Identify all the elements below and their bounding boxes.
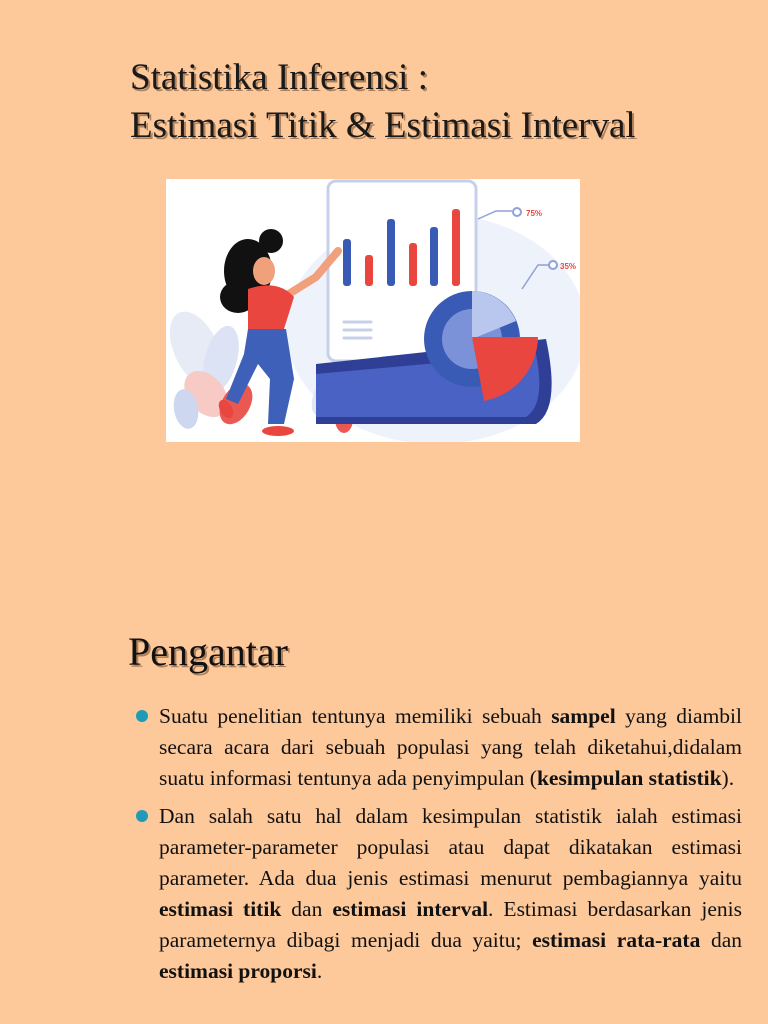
bar (343, 239, 351, 286)
bar (452, 209, 460, 286)
title-line-2: Estimasi Titik & Estimasi Interval (130, 105, 636, 146)
slide-2 (0, 570, 768, 1024)
bar (365, 255, 373, 286)
bullet-dot-icon (136, 810, 148, 822)
illustration-graphic (166, 179, 580, 442)
bar (409, 243, 417, 286)
title-line-1: Statistika Inferensi : (130, 57, 428, 98)
callout-label-mid: 35% (560, 262, 577, 271)
statistics-illustration (166, 179, 580, 442)
bullet-item (136, 801, 742, 987)
bullet-list (136, 701, 742, 994)
callout-dot (549, 261, 557, 269)
section-heading: Pengantar (128, 629, 288, 674)
bullet-item (136, 701, 742, 794)
bullet-text: Suatu penelitian tentunya memiliki sebuah sampel yang diambil secara acara dari sebuah populasi yang telah diketahui,didalam suatu informasi tentunya ada penyimpulan (kesimpulan statistik). (159, 704, 742, 790)
bar (387, 219, 395, 286)
slide-title (130, 54, 636, 150)
callout-dot (513, 208, 521, 216)
bullet-dot-icon (136, 710, 148, 722)
callout-label-top: 75% (526, 209, 543, 218)
bar (430, 227, 438, 286)
bullet-text: Dan salah satu hal dalam kesimpulan statistik ialah estimasi parameter-parameter populasi atau dapat dikatakan estimasi parameter. Ada dua jenis estimasi menurut pembagiannya yaitu estimasi titik dan estimasi interval. Estimasi berdasarkan jenis parameternya dibagi menjadi dua yaitu; estimasi rata-rata dan estimasi proporsi. (159, 804, 743, 983)
